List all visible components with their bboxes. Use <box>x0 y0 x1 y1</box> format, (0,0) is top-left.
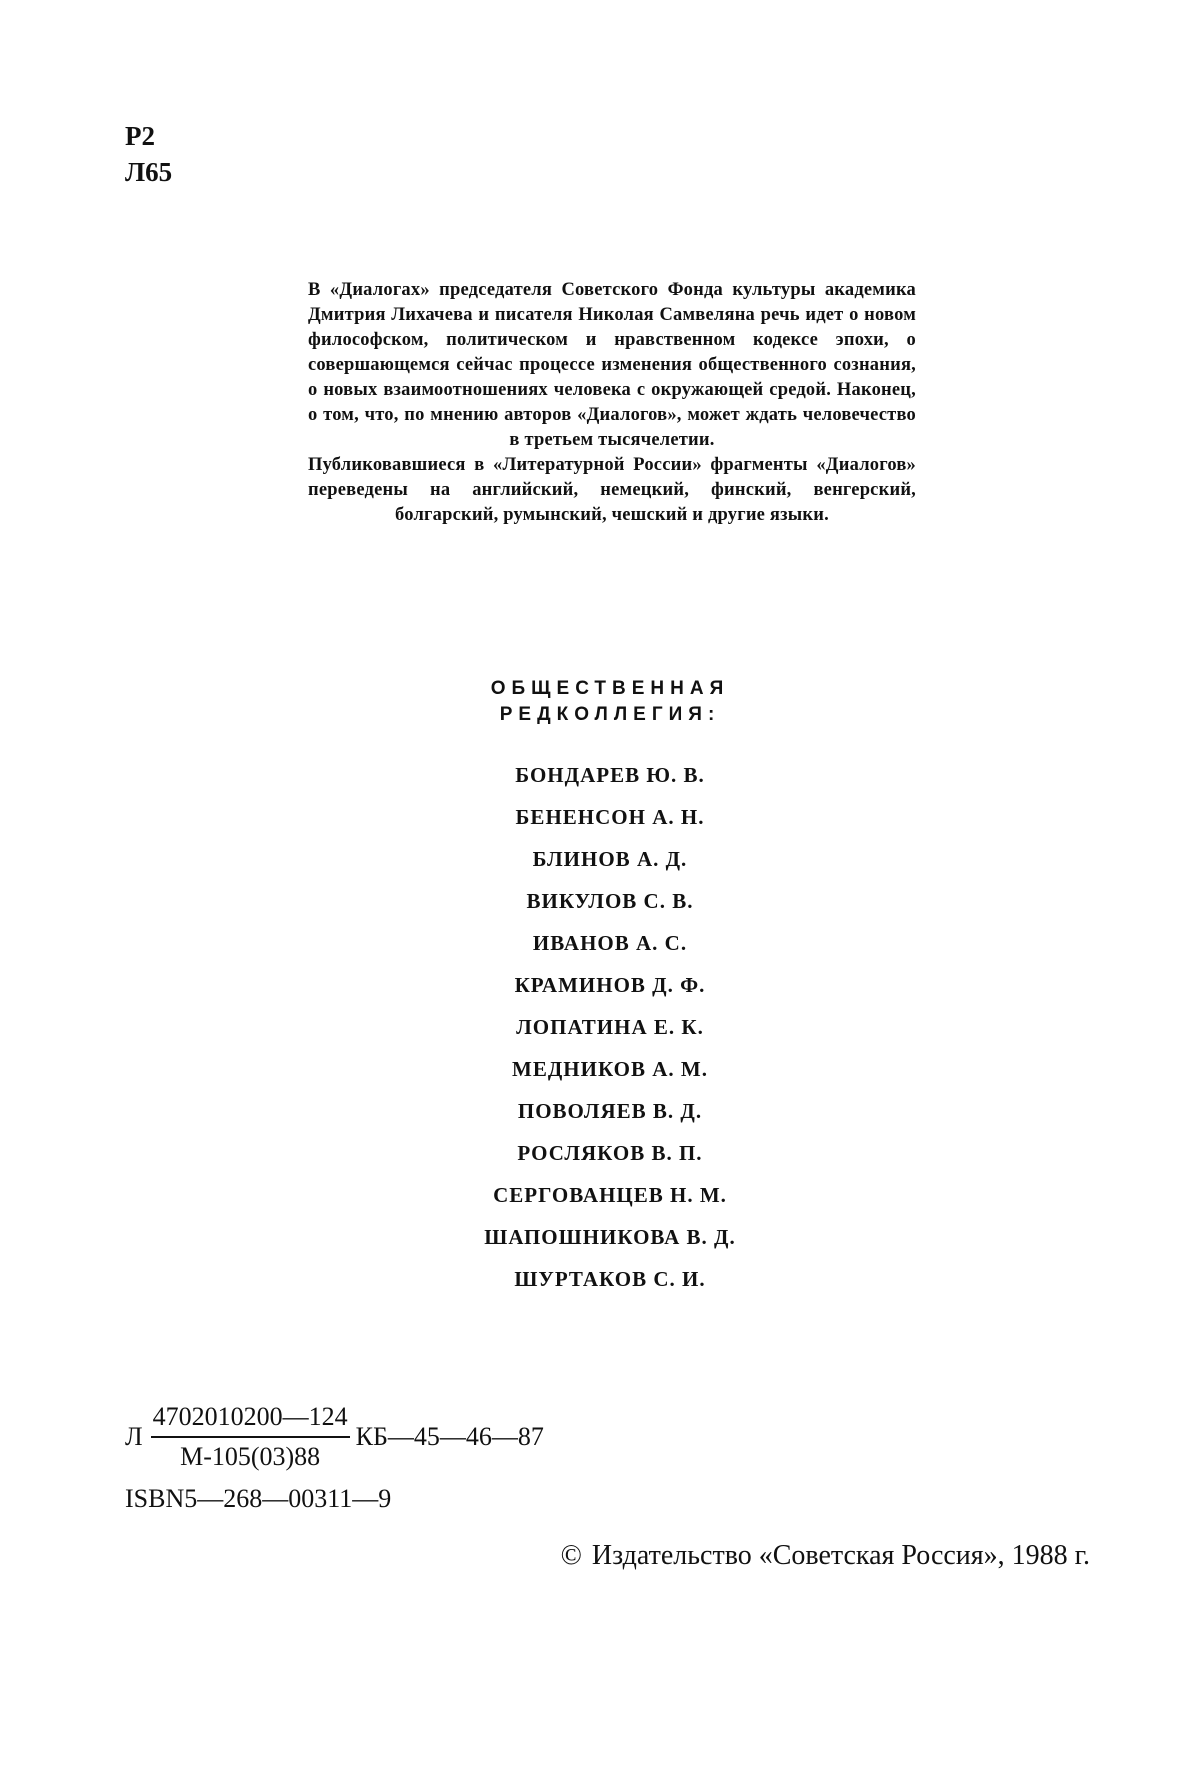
copyright-icon: © <box>560 1540 582 1571</box>
board-member: МЕДНИКОВ А. М. <box>512 1057 708 1081</box>
board-member: ПОВОЛЯЕВ В. Д. <box>517 1099 703 1123</box>
board-member: ШУРТАКОВ С. И. <box>514 1267 706 1291</box>
kb-code: КБ—45—46—87 <box>355 1422 544 1451</box>
copyright-line <box>561 1540 1090 1572</box>
publishing-code-fraction <box>151 1400 350 1474</box>
board-member: КРАМИНОВ Д. Ф. <box>514 973 706 997</box>
board-member: ЛОПАТИНА Е. К. <box>516 1015 704 1039</box>
bbk-index: Р2 <box>125 121 155 151</box>
board-member: РОСЛЯКОВ В. П. <box>517 1141 703 1165</box>
board-member: ВИКУЛОВ С. В. <box>526 889 694 913</box>
annotation-paragraph: Публиковавшиеся в «Литературной России» фрагменты «Диалогов» переведены на английский, немецкий, финский, венгерский, болгарский, румынский, чешский и другие языки. <box>308 455 916 525</box>
editorial-board-title <box>300 676 920 728</box>
board-member: БОНДАРЕВ Ю. В. <box>515 763 705 787</box>
board-member: ШАПОШНИКОВА В. Д. <box>484 1225 736 1249</box>
board-member: СЕРГОВАНЦЕВ Н. М. <box>493 1183 727 1207</box>
annotation-paragraph: В «Диалогах» председателя Советского Фонда культуры академика Дмитрия Лихачева и писателя Николая Самвеляна речь идет о новом философском, политическом и нравственном кодексе эпохи, о совершающемся сейчас процессе изменения общественного сознания, о новых взаимоотношениях человека с окружающей средой. Наконец, о том, что, по мнению авторов «Диалогов», может ждать человечество в третьем тысячелетии. <box>308 280 916 450</box>
classification-block <box>125 118 172 190</box>
author-mark: Л65 <box>125 157 173 187</box>
editorial-board-title-line: РЕДКОЛЛЕГИЯ: <box>499 704 721 725</box>
annotation <box>308 278 916 528</box>
publishing-code <box>125 1400 544 1474</box>
editorial-board-title-line: ОБЩЕСТВЕННАЯ <box>490 678 730 699</box>
board-member: ИВАНОВ А. С. <box>532 931 688 955</box>
copyright-text: Издательство «Советская Россия», 1988 г. <box>591 1540 1090 1571</box>
editorial-board-list <box>300 754 920 1300</box>
publishing-code-letter: Л <box>125 1422 143 1451</box>
board-member: БЛИНОВ А. Д. <box>532 847 688 871</box>
board-member: БЕНЕНСОН А. Н. <box>515 805 705 829</box>
fraction-numerator: 4702010200—124 <box>151 1400 350 1438</box>
fraction-denominator: М-105(03)88 <box>180 1442 321 1471</box>
isbn: ISBN5—268—00311—9 <box>125 1484 392 1513</box>
imprint-codes <box>125 1400 544 1516</box>
